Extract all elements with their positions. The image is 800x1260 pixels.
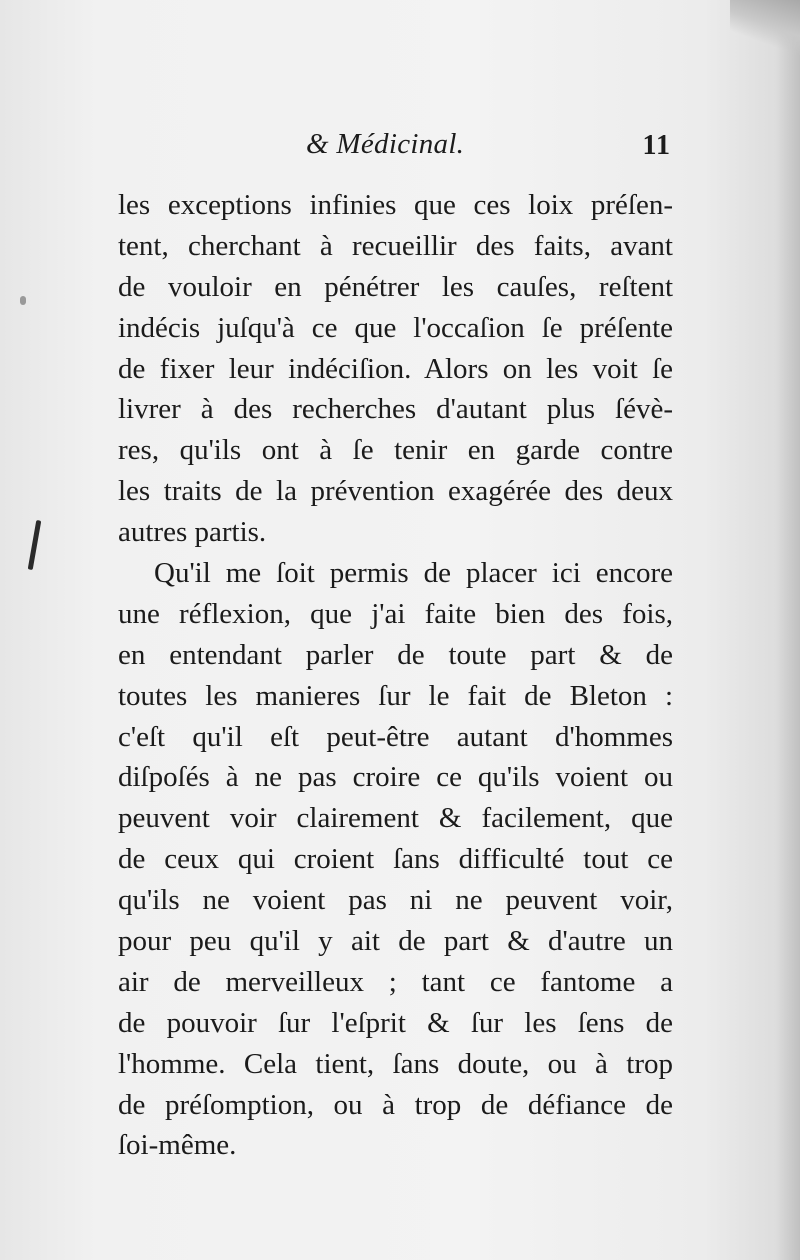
text-line: Qu'il me ſoit permis de placer ici encore — [154, 557, 673, 590]
text-body — [118, 185, 673, 1166]
text-line: en entendant parler de toute part & de — [118, 638, 673, 671]
text-line: l'homme. Cela tient, ſans doute, ou à trop — [118, 1047, 673, 1080]
text-line: tent, cherchant à recueillir des faits, avant — [118, 229, 673, 262]
margin-ink-mark — [28, 520, 42, 570]
page-edge-shadow — [776, 0, 800, 1260]
text-line: livrer à des recherches d'autant plus ſévè- — [118, 393, 673, 426]
text-line: une réflexion, que j'ai faite bien des fois, — [118, 597, 673, 630]
paragraph-2 — [118, 553, 673, 1166]
text-line: toutes les manieres ſur le fait de Bleton : — [118, 679, 673, 712]
paragraph-1 — [118, 185, 673, 553]
text-line: qu'ils ne voient pas ni ne peuvent voir, — [118, 884, 673, 917]
running-head — [118, 128, 673, 168]
text-line: de fixer leur indéciſion. Alors on les voit ſe — [118, 352, 673, 385]
margin-spot — [20, 296, 26, 305]
text-line: ſoi-même. — [118, 1129, 237, 1162]
text-line: indécis juſqu'à ce que l'occaſion ſe préſente — [118, 311, 673, 344]
text-line: res, qu'ils ont à ſe tenir en garde contre — [118, 434, 673, 467]
text-line: pour peu qu'il y ait de part & d'autre un — [118, 925, 673, 958]
text-line: diſpoſés à ne pas croire ce qu'ils voient ou — [118, 761, 673, 794]
text-line: les exceptions infinies que ces loix préſen- — [118, 189, 673, 221]
page-number: 11 — [642, 130, 671, 161]
text-line: peuvent voir clairement & facilement, que — [118, 802, 673, 835]
running-head-title: & Médicinal. — [306, 128, 465, 160]
text-line: de ceux qui croient ſans difficulté tout ce — [118, 843, 673, 876]
text-line: de vouloir en pénétrer les cauſes, reſtent — [118, 270, 673, 303]
text-line: de pouvoir ſur l'eſprit & ſur les ſens de — [118, 1006, 673, 1039]
page-corner-fold — [730, 0, 800, 55]
text-line: air de merveilleux ; tant ce fantome a — [118, 965, 673, 998]
text-line: autres partis. — [118, 516, 267, 549]
text-line: de préſomption, ou à trop de défiance de — [118, 1088, 673, 1121]
text-line: c'eſt qu'il eſt peut-être autant d'hommes — [118, 720, 673, 753]
text-line: les traits de la prévention exagérée des deux — [118, 475, 673, 508]
